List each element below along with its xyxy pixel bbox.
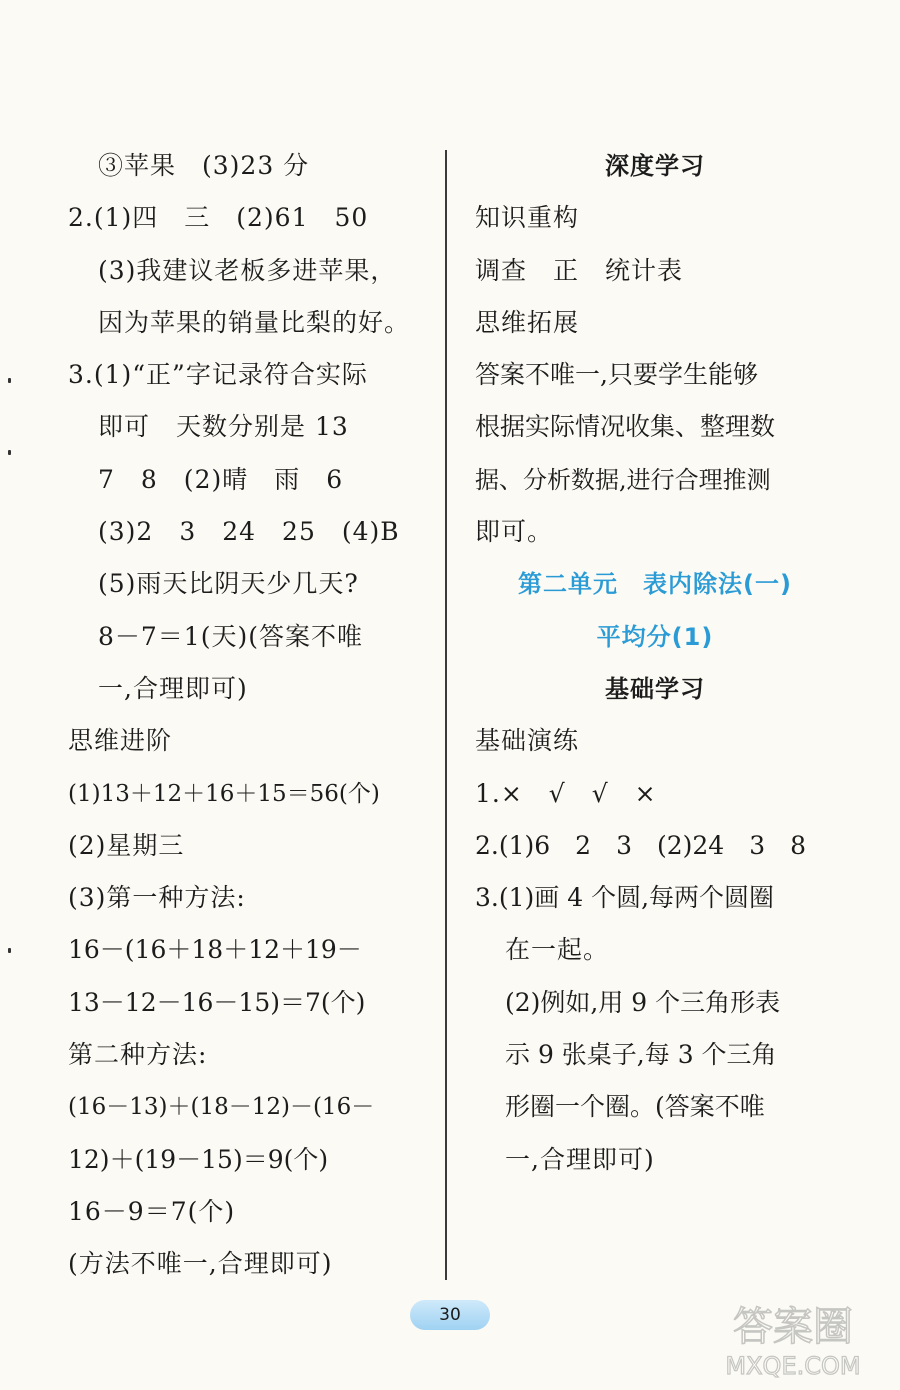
- answer-line: 第二种方法:: [68, 1040, 208, 1070]
- page-number: 30: [439, 1305, 461, 1325]
- answer-line: 即可。: [475, 517, 554, 547]
- answer-line: ③苹果 (3)23 分: [98, 151, 310, 180]
- answer-line: (16－13)＋(18－12)－(16－: [68, 1094, 375, 1121]
- section-title: 基础学习: [605, 674, 705, 703]
- answer-line: 3.(1)“正”字记录符合实际: [68, 360, 368, 390]
- watermark-url-text: MXQE.COM: [725, 1352, 861, 1380]
- subsection-heading: 基础演练: [475, 726, 580, 756]
- answer-line: 根据实际情况收集、整理数: [475, 412, 776, 442]
- unit-title: 第二单元 表内除法(一): [518, 570, 792, 599]
- margin-mark: [8, 378, 11, 383]
- section-title: 深度学习: [605, 152, 705, 180]
- answer-line: 一,合理即可): [98, 673, 248, 703]
- answer-line: 3.(1)画 4 个圆,每两个圆圈: [475, 883, 775, 913]
- answer-line: 2.(1)6 2 3 (2)24 3 8: [475, 830, 807, 860]
- answer-line: 16－(16＋18＋12＋19－: [68, 935, 362, 965]
- answer-line: 一,合理即可): [505, 1144, 655, 1174]
- watermark-main-text: 答案圈: [733, 1304, 853, 1350]
- answer-line: 12)＋(19－15)＝9(个): [68, 1144, 329, 1174]
- subsection-heading: 思维拓展: [475, 307, 580, 337]
- answer-line: (方法不唯一,合理即可): [68, 1249, 333, 1279]
- answer-line: 在一起。: [505, 935, 610, 965]
- page-number-badge: [410, 1300, 490, 1330]
- answer-line: 1.× √ √ ×: [475, 778, 657, 808]
- subsection-heading: 知识重构: [475, 203, 580, 233]
- answer-line: (2)例如,用 9 个三角形表: [505, 987, 781, 1017]
- answer-line: 调查 正 统计表: [475, 255, 684, 285]
- answer-line: 因为苹果的销量比梨的好。: [98, 307, 411, 337]
- margin-mark: [8, 450, 11, 455]
- column-divider: [445, 150, 447, 1280]
- margin-mark: [8, 948, 11, 953]
- answer-line: (3)我建议老板多进苹果，: [98, 255, 397, 285]
- answer-line: (3)第一种方法:: [68, 883, 246, 913]
- answer-line: 形圈一个圈。(答案不唯: [505, 1092, 765, 1122]
- lesson-title: 平均分(1): [596, 622, 714, 651]
- section-heading: 思维进阶: [68, 726, 173, 756]
- answer-line: 8－7＝1(天)(答案不唯: [98, 621, 363, 651]
- answer-line: 2.(1)四 三 (2)61 50: [68, 203, 369, 233]
- answer-line: 13－12－16－15)＝7(个): [68, 987, 366, 1017]
- watermark-logo: [698, 1292, 888, 1382]
- answer-line: (1)13＋12＋16＋15＝56(个): [68, 780, 380, 807]
- right-column: [475, 140, 835, 1186]
- answer-line: (5)雨天比阴天少几天?: [98, 569, 359, 599]
- answer-line: 7 8 (2)晴 雨 6: [98, 464, 344, 494]
- answer-line: (2)星期三: [68, 830, 185, 860]
- left-column: [68, 140, 430, 1291]
- answer-line: 据、分析数据,进行合理推测: [475, 465, 771, 494]
- answer-line: 16－9＝7(个): [68, 1196, 236, 1226]
- answer-line: (3)2 3 24 25 (4)B: [98, 517, 400, 547]
- answer-line: 示 9 张桌子,每 3 个三角: [505, 1040, 777, 1070]
- answer-line: 即可 天数分别是 13: [98, 412, 349, 442]
- answer-line: 答案不唯一,只要学生能够: [475, 360, 758, 390]
